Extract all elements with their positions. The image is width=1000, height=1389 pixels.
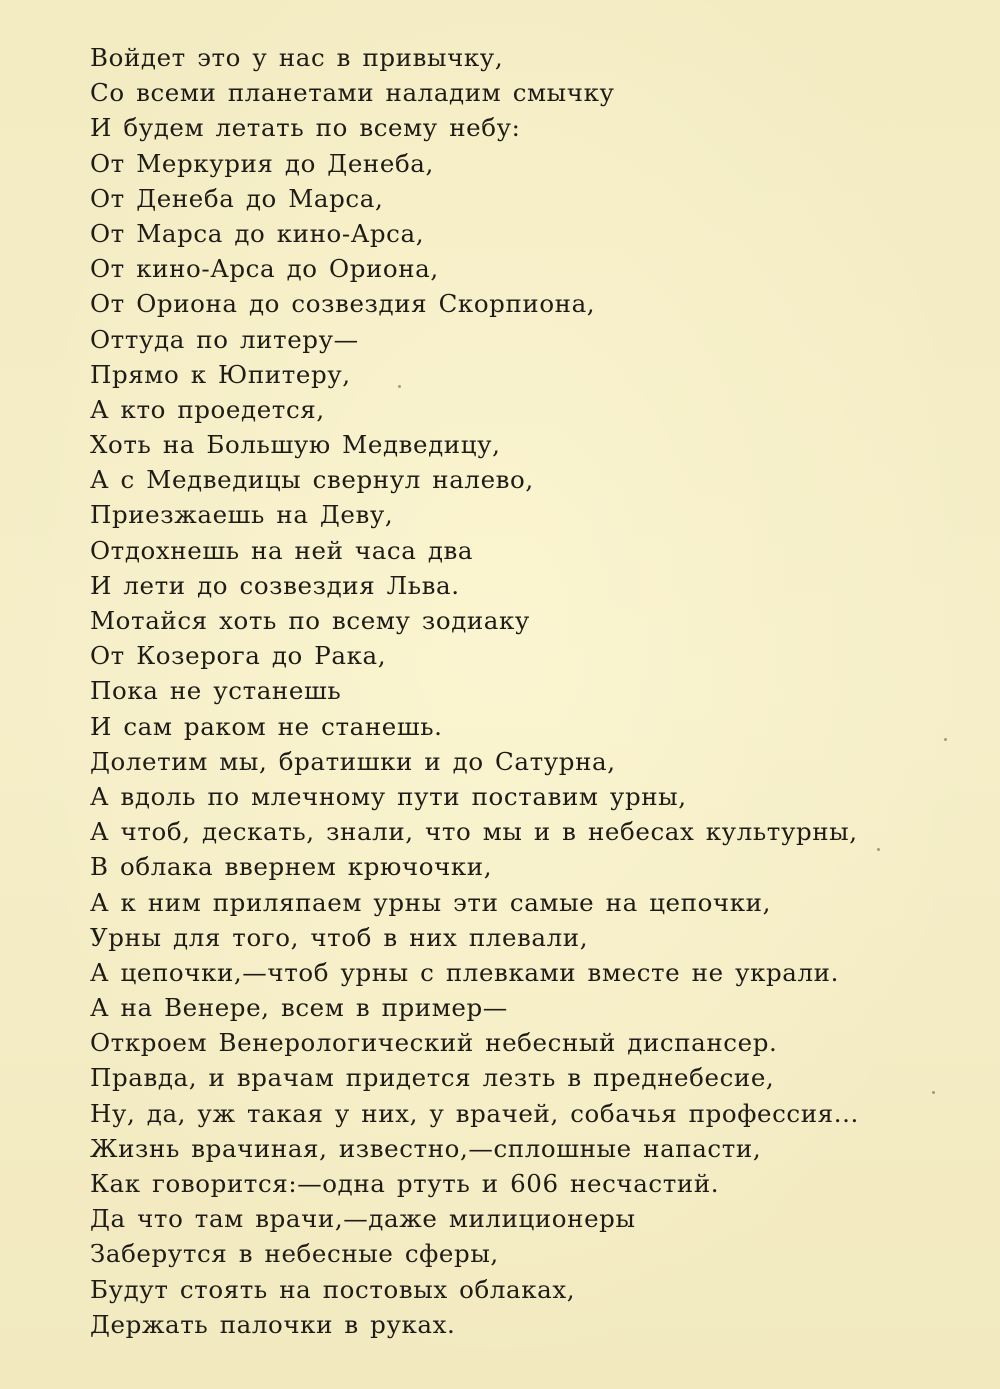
poem-line: И будем летать по всему небу: [90, 113, 521, 143]
poem-text [90, 40, 970, 1342]
poem-line: Урны для того, чтоб в них плевали, [90, 922, 589, 952]
poem-line: От Марса до кино-Арса, [90, 218, 425, 248]
poem-line: А чтоб, дескать, знали, что мы и в небесах культурны, [90, 817, 858, 847]
poem-line: Будут стоять на постовых облаках, [90, 1274, 576, 1304]
poem-line: И лети до созвездия Льва. [90, 570, 460, 600]
poem-line: В облака ввернем крючочки, [90, 852, 493, 882]
poem-line: Со всеми планетами наладим смычку [90, 78, 615, 108]
poem-line: От Денеба до Марса, [90, 183, 384, 213]
poem-line: А к ним приляпаем урны эти самые на цепочки, [90, 887, 771, 917]
poem-line: Мотайся хоть по всему зодиаку [90, 606, 530, 635]
poem-line: От кино-Арса до Ориона, [90, 254, 439, 284]
poem-line: Прямо к Юпитеру, [90, 359, 351, 389]
poem-line: Отдохнешь на ней часа два [90, 535, 474, 565]
poem-line: А на Венере, всем в пример— [90, 993, 508, 1023]
poem-line: Хоть на Большую Медведицу, [90, 430, 501, 460]
paper-speck [877, 848, 880, 851]
poem-line: Да что там врачи,—даже милиционеры [90, 1204, 636, 1234]
poem-line: А кто проедется, [90, 394, 325, 424]
poem-line: Жизнь врачиная, известно,—сплошные напасти, [90, 1133, 762, 1163]
poem-line: Долетим мы, братишки и до Сатурна, [90, 746, 616, 776]
paper-speck [944, 738, 947, 741]
poem-line: Держать палочки в руках. [90, 1309, 456, 1339]
poem-line: А вдоль по млечному пути поставим урны, [90, 781, 687, 811]
poem-line: Как говорится:—одна ртуть и 606 несчастий. [90, 1169, 720, 1198]
poem-line: Пока не устанешь [90, 676, 342, 706]
poem-line: Приезжаешь на Деву, [90, 500, 394, 530]
poem-line: А цепочки,—чтоб урны с плевками вместе не украли. [90, 957, 839, 987]
poem-line: Войдет это у нас в привычку, [90, 43, 504, 72]
poem-line: Оттуда по литеру— [90, 324, 359, 354]
poem-line: Правда, и врачам придется лезть в преднебесие, [90, 1063, 775, 1093]
paper-speck [398, 385, 401, 388]
poem-line: И сам раком не станешь. [90, 711, 443, 741]
poem-line: От Ориона до созвездия Скорпиона, [90, 289, 596, 319]
poem-line: Откроем Венерологический небесный диспансер. [90, 1028, 778, 1058]
poem-line: От Меркурия до Денеба, [90, 148, 434, 178]
poem-line: А с Медведицы свернул налево, [90, 465, 534, 495]
paper-speck [932, 1091, 935, 1094]
poem-line: Заберутся в небесные сферы, [90, 1239, 499, 1269]
poem-line: От Козерога до Рака, [90, 641, 387, 671]
poem-line: Ну, да, уж такая у них, у врачей, собачья профессия... [90, 1098, 859, 1128]
